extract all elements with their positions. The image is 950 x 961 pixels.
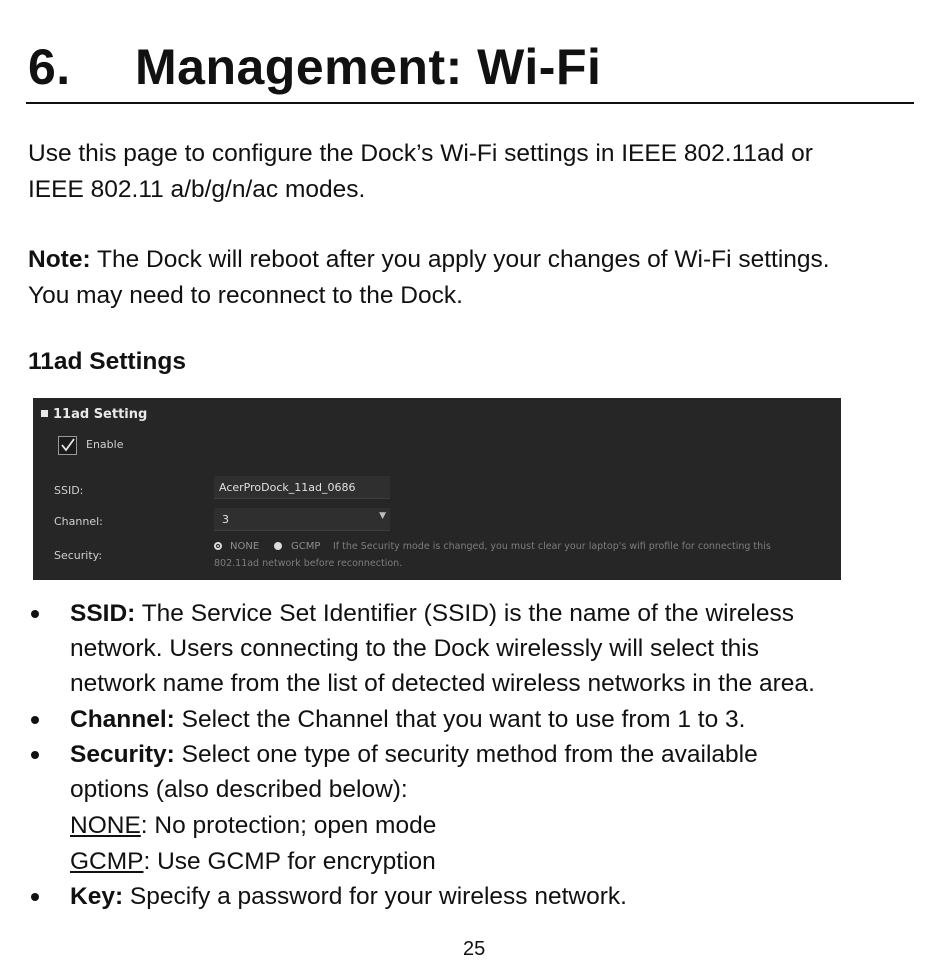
security-gcmp-label: GCMP <box>291 541 321 552</box>
term-gcmp-desc: : Use GCMP for encryption <box>143 848 436 875</box>
note-line-1 <box>28 242 928 278</box>
bullet-icon <box>31 751 39 759</box>
bullet-security-gcmp <box>70 844 436 880</box>
channel-select[interactable] <box>214 508 390 531</box>
settings-screenshot-panel <box>33 398 841 580</box>
panel-title-text: 11ad Setting <box>53 407 148 422</box>
channel-label: Channel: <box>54 515 103 528</box>
panel-title <box>41 407 147 422</box>
term-gcmp: GCMP <box>70 848 144 875</box>
security-hint-line-2: 802.11ad network before reconnection. <box>214 558 403 569</box>
enable-checkbox[interactable] <box>58 436 77 455</box>
bullet-icon <box>31 893 39 901</box>
note-line-2: You may need to reconnect to the Dock. <box>28 282 463 309</box>
bullet-security-none <box>70 808 436 844</box>
page-number: 25 <box>463 938 486 960</box>
term-none: NONE <box>70 812 141 839</box>
heading-rule <box>26 102 914 104</box>
bullet-security-label: Security: <box>70 741 175 768</box>
section-number: 6. <box>28 39 71 95</box>
section-title: Management: Wi-Fi <box>135 39 602 95</box>
channel-value: 3 <box>222 513 229 526</box>
bullet-ssid-line-3: network name from the list of detected wireless networks in the area. <box>70 670 815 697</box>
intro-paragraph <box>28 136 928 208</box>
bullet-key-label: Key: <box>70 883 124 910</box>
ssid-value: AcerProDock_11ad_0686 <box>219 481 356 494</box>
security-hint-line-1: If the Security mode is changed, you must clear your laptop's wifi profile for connecting this <box>333 541 771 552</box>
security-none-radio[interactable] <box>214 542 222 550</box>
bullet-ssid-label: SSID: <box>70 600 136 627</box>
bullet-icon <box>31 716 39 724</box>
bullet-ssid-line-2: network. Users connecting to the Dock wirelessly will select this <box>70 635 759 662</box>
bullet-ssid-text-1: The Service Set Identifier (SSID) is the name of the wireless <box>135 600 794 627</box>
bullet-ssid-line-1 <box>70 596 794 632</box>
intro-line-1: Use this page to configure the Dock’s Wi-Fi settings in IEEE 802.11ad or <box>28 140 813 167</box>
note-text-1: The Dock will reboot after you apply your changes of Wi-Fi settings. <box>90 246 830 273</box>
enable-label: Enable <box>86 438 124 451</box>
security-label: Security: <box>54 549 103 562</box>
security-gcmp-radio[interactable] <box>274 542 282 550</box>
square-bullet-icon <box>41 410 48 417</box>
section-heading <box>28 38 601 96</box>
bullet-icon <box>31 610 39 618</box>
intro-line-2: IEEE 802.11 a/b/g/n/ac modes. <box>28 176 366 203</box>
bullet-key-line <box>70 879 627 915</box>
bullet-channel-line <box>70 702 745 738</box>
security-none-label: NONE <box>230 541 260 552</box>
bullet-channel-label: Channel: <box>70 706 175 733</box>
ssid-label: SSID: <box>54 484 84 497</box>
subheading-11ad: 11ad Settings <box>28 348 186 375</box>
bullet-security-line-2: options (also described below): <box>70 776 408 803</box>
chevron-down-icon: ▼ <box>379 511 386 521</box>
note-label: Note: <box>28 246 91 273</box>
term-none-desc: : No protection; open mode <box>140 812 437 839</box>
bullet-security-text-1: Select one type of security method from the available <box>174 741 758 768</box>
bullet-channel-text: Select the Channel that you want to use from 1 to 3. <box>174 706 746 733</box>
note-paragraph <box>28 242 928 314</box>
bullet-key-text: Specify a password for your wireless network. <box>123 883 627 910</box>
bullet-security-line-1 <box>70 737 758 773</box>
checkmark-icon <box>60 437 76 453</box>
ssid-input[interactable] <box>214 476 390 499</box>
